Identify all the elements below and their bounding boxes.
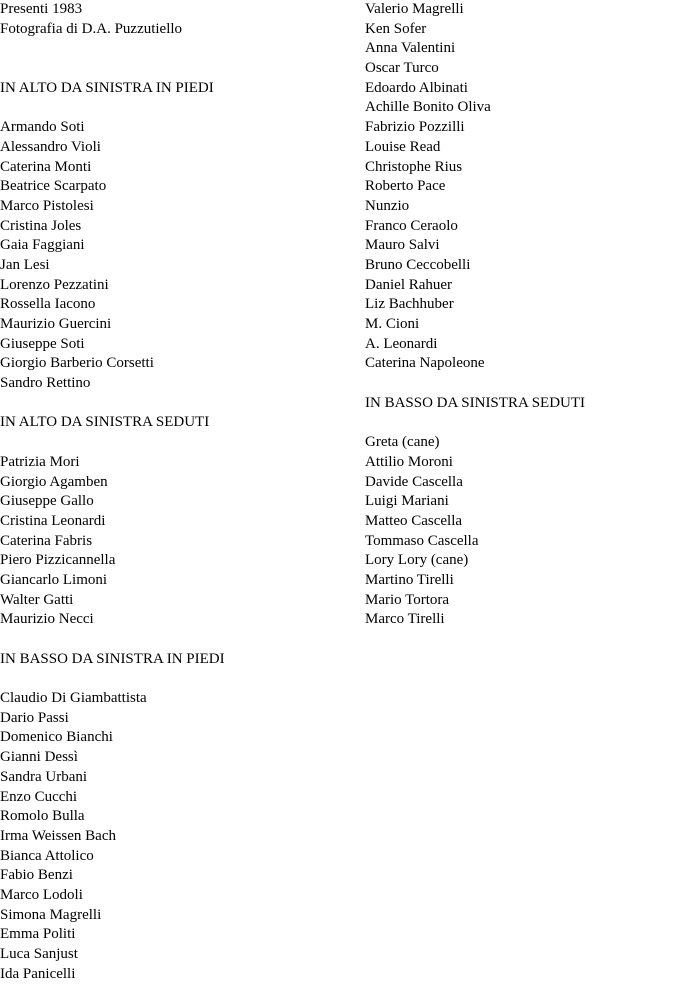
name-item: Sandra Urbani xyxy=(0,768,88,785)
name-item: Gianni Dessì xyxy=(0,749,78,766)
name-item: Lorenzo Pezzatini xyxy=(0,276,109,293)
name-item: Attilio Moroni xyxy=(365,453,453,470)
name-item: Franco Ceraolo xyxy=(365,217,458,234)
name-item: Simona Magrelli xyxy=(0,906,102,923)
name-item: Claudio Di Giambattista xyxy=(0,690,147,707)
name-item: Domenico Bianchi xyxy=(0,729,113,746)
name-item: Greta (cane) xyxy=(365,434,440,451)
spacer xyxy=(365,374,682,394)
document-title: Presenti 1983 xyxy=(0,1,83,17)
name-item: Rossella Iacono xyxy=(0,296,96,313)
name-item: Jan Lesi xyxy=(0,256,50,273)
name-item: Maurizio Necci xyxy=(0,611,94,628)
name-item: Ken Sofer xyxy=(365,20,427,37)
name-list-alto-seduti xyxy=(0,453,355,630)
name-list-alto-piedi xyxy=(0,118,355,394)
section-heading: IN ALTO DA SINISTRA IN PIEDI xyxy=(0,79,214,96)
name-item: Liz Bachhuber xyxy=(365,296,454,313)
name-item: Ida Panicelli xyxy=(0,965,76,982)
section-heading: IN BASSO DA SINISTRA SEDUTI xyxy=(365,394,586,411)
spacer xyxy=(0,669,355,689)
spacer xyxy=(0,98,355,118)
name-item: Giancarlo Limoni xyxy=(0,571,108,588)
name-item: Cristina Leonardi xyxy=(0,512,106,529)
name-item: Giuseppe Soti xyxy=(0,335,85,352)
name-item: Irma Weissen Bach xyxy=(0,827,116,844)
name-list-basso-seduti xyxy=(365,433,682,630)
photo-credit: Fotografia di D.A. Puzzutiello xyxy=(0,20,183,37)
section-heading: IN ALTO DA SINISTRA SEDUTI xyxy=(0,414,210,431)
name-item: Gaia Faggiani xyxy=(0,237,85,254)
name-item: Alessandro Violi xyxy=(0,138,101,155)
name-item: Nunzio xyxy=(365,197,410,214)
name-item: Cristina Joles xyxy=(0,217,82,234)
name-item: Marco Lodoli xyxy=(0,886,83,903)
name-item: Fabio Benzi xyxy=(0,867,73,884)
name-item: Luca Sanjust xyxy=(0,946,78,963)
spacer xyxy=(365,413,682,433)
name-item: Armando Soti xyxy=(0,119,85,136)
spacer xyxy=(0,433,355,453)
name-item: Roberto Pace xyxy=(365,178,446,195)
name-item: Romolo Bulla xyxy=(0,808,85,825)
name-item: Oscar Turco xyxy=(365,60,439,77)
name-item: Beatrice Scarpato xyxy=(0,178,107,195)
name-item: A. Leonardi xyxy=(365,335,438,352)
name-item: Marco Pistolesi xyxy=(0,197,94,214)
name-item: Christophe Rius xyxy=(365,158,463,175)
name-list-basso-piedi-continued xyxy=(365,0,682,374)
spacer xyxy=(0,630,355,650)
name-item: Maurizio Guercini xyxy=(0,316,112,333)
name-item: Marco Tirelli xyxy=(365,611,445,628)
name-item: Achille Bonito Oliva xyxy=(365,99,491,116)
name-item: Walter Gatti xyxy=(0,591,74,608)
section-heading: IN BASSO DA SINISTRA IN PIEDI xyxy=(0,650,225,667)
name-item: Tommaso Cascella xyxy=(365,532,479,549)
name-item: Daniel Rahuer xyxy=(365,276,453,293)
name-item: Caterina Fabris xyxy=(0,532,93,549)
name-item: Valerio Magrelli xyxy=(365,1,464,17)
name-item: Bruno Ceccobelli xyxy=(365,256,471,273)
name-item: M. Cioni xyxy=(365,316,420,332)
name-item: Emma Politi xyxy=(0,926,76,943)
name-item: Bianca Attolico xyxy=(0,847,94,864)
spacer xyxy=(0,394,355,414)
name-item: Lory Lory (cane) xyxy=(365,552,469,569)
name-item: Mauro Salvi xyxy=(365,237,440,254)
right-column xyxy=(365,0,682,630)
name-item: Fabrizio Pozzilli xyxy=(365,119,465,136)
name-item: Matteo Cascella xyxy=(365,512,463,529)
name-item: Patrizia Mori xyxy=(0,453,80,470)
name-item: Luigi Mariani xyxy=(365,493,449,510)
name-item: Caterina Napoleone xyxy=(365,355,485,372)
name-item: Giorgio Agamben xyxy=(0,473,108,490)
name-item: Edoardo Albinati xyxy=(365,79,468,96)
name-item: Giuseppe Gallo xyxy=(0,493,94,510)
name-item: Louise Read xyxy=(365,138,441,155)
name-item: Mario Tortora xyxy=(365,591,450,608)
spacer xyxy=(0,39,355,78)
name-item: Davide Cascella xyxy=(365,473,463,490)
name-list-basso-piedi xyxy=(0,689,355,984)
name-item: Enzo Cucchi xyxy=(0,788,78,805)
name-item: Caterina Monti xyxy=(0,158,92,175)
name-item: Giorgio Barberio Corsetti xyxy=(0,355,154,372)
name-item: Anna Valentini xyxy=(365,40,456,57)
name-item: Martino Tirelli xyxy=(365,571,454,588)
name-item: Dario Passi xyxy=(0,709,69,726)
name-item: Piero Pizzicannella xyxy=(0,552,116,569)
name-item: Sandro Rettino xyxy=(0,375,91,392)
